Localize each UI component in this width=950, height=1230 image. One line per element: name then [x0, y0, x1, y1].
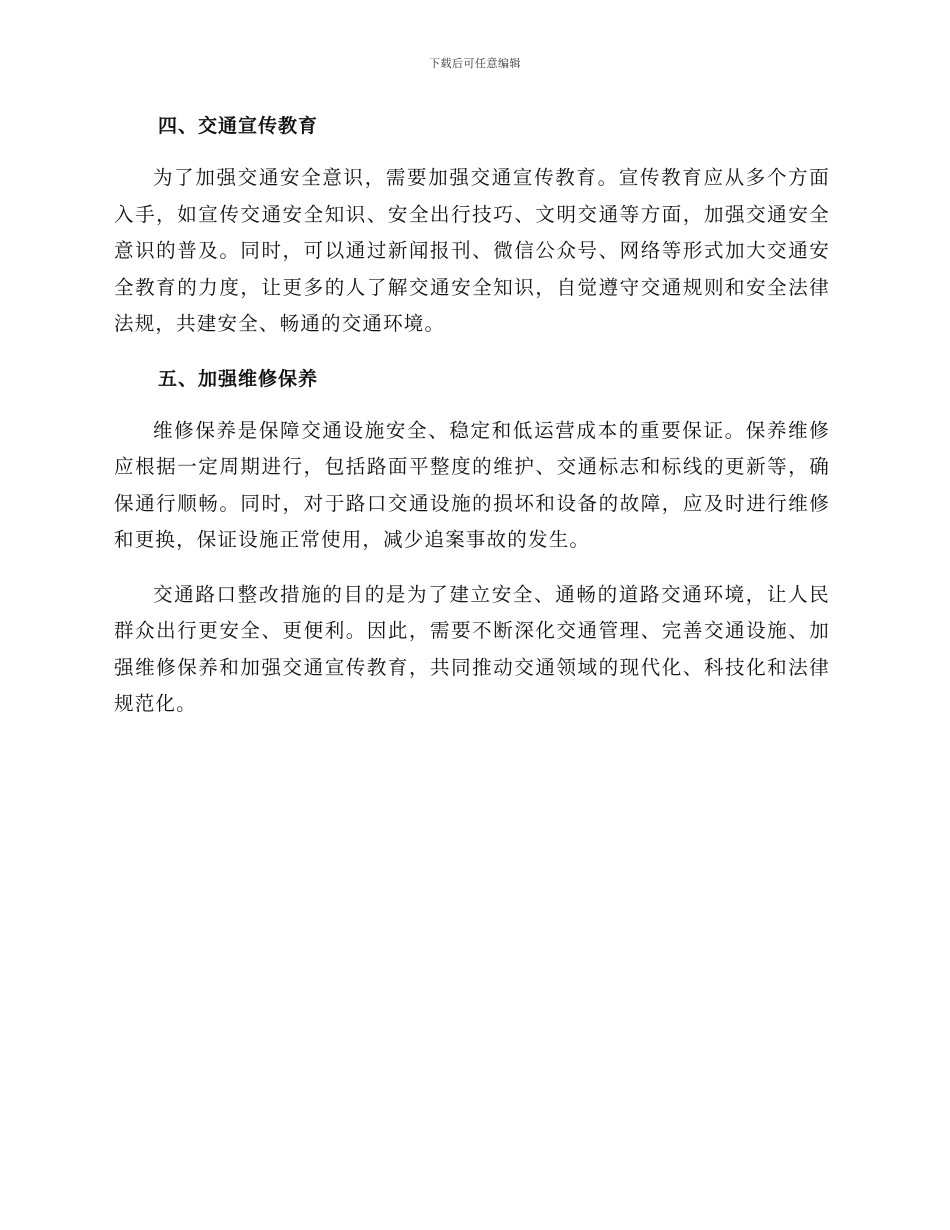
header-note: 下载后可任意编辑	[429, 57, 521, 70]
section-heading-maintenance: 五、加强维修保养	[158, 367, 319, 390]
section-heading-traffic-education: 四、交通宣传教育	[158, 115, 319, 137]
document-body	[114, 108, 830, 741]
section-paragraph-maintenance: 维修保养是保障交通设施安全、稳定和低运营成本的重要保证。保养维修应根据一定周期进行，包括路面平整度的维护、交通标志和标线的更新等，确保通行顺畅。同时，对于路口交通设施的损坏和设备的故障，应及时进行维修和更换，保证设施正常使用，减少追案事故的发生。	[114, 418, 830, 551]
section-paragraph-traffic-education: 为了加强交通安全意识，需要加强交通宣传教育。宣传教育应从多个方面入手，如宣传交通安全知识、安全出行技巧、文明交通等方面，加强交通安全意识的普及。同时，可以通过新闻报刊、微信公众号、网络等形式加大交通安全教育的力度，让更多的人了解交通安全知识，自觉遵守交通规则和安全法律法规，共建安全、畅通的交通环境。	[114, 166, 830, 335]
conclusion-paragraph: 交通路口整改措施的目的是为了建立安全、通畅的道路交通环境，让人民群众出行更安全、更便利。因此，需要不断深化交通管理、完善交通设施、加强维修保养和加强交通宣传教育，共同推动交通领域的现代化、科技化和法律规范化。	[114, 582, 830, 715]
